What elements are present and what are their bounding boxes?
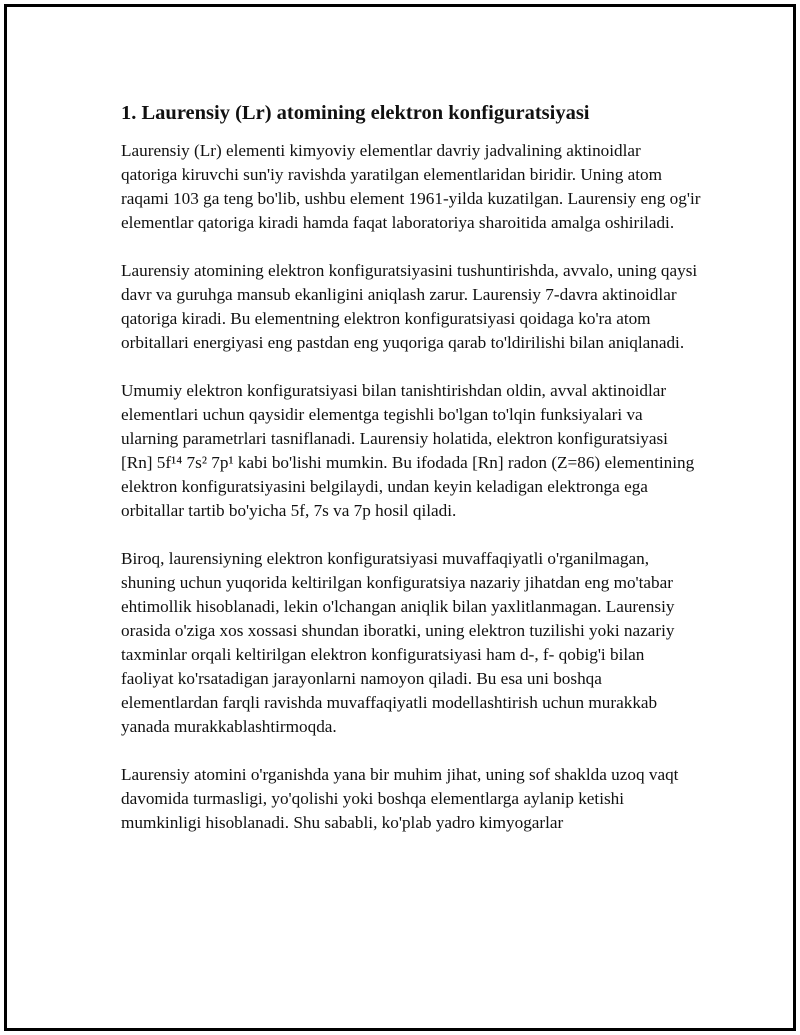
paragraph-1: Laurensiy (Lr) elementi kimyoviy elementlar davriy jadvalining aktinoidlar qatoriga kiruvchi sun'iy ravishda yaratilgan elementlaridan biridir. Uning atom raqami 103 ga teng bo'lib, ushbu element 1961-yilda kuzatilgan. Laurensiy eng og'ir elementlar qatoriga kiradi hamda faqat laboratoriya sharoitida amalga oshiriladi.: [121, 141, 701, 232]
paragraph-2: Laurensiy atomining elektron konfiguratsiyasini tushuntirishda, avvalo, uning qaysi davr va guruhga mansub ekanligini aniqlash zarur. Laurensiy 7-davra aktinoidlar qatoriga kiradi. Bu elementning elektron konfiguratsiyasi qoidaga ko'ra atom orbitallari energiyasi eng pastdan eng yuqoriga qarab to'ldirilishi bilan aniqlanadi.: [121, 261, 698, 352]
page-frame: [4, 4, 796, 1031]
page-title: 1. Laurensiy (Lr) atomining elektron konfiguratsiyasi: [121, 102, 590, 124]
document-body: [121, 99, 701, 859]
paragraph-5: Laurensiy atomini o'rganishda yana bir muhim jihat, uning sof shaklda uzoq vaqt davomida turmasligi, yo'qolishi yoki boshqa elementlarga aylanip ketishi mumkinligi hisoblanadi. Shu sababli, ko'plab yadro kimyogarlar: [121, 765, 679, 832]
paragraph-4: Biroq, laurensiyning elektron konfiguratsiyasi muvaffaqiyatli o'rganilmagan, shuning uchun yuqorida keltirilgan konfiguratsiya nazariy jihatdan eng mo'tabar ehtimollik hisoblanadi, lekin o'lchangan aniqlik bilan yaxlitlanmagan. Laurensiy orasida o'ziga xos xossasi shundan iboratki, uning elektron tuzilishi yoki nazariy taxminlar orqali keltirilgan elektron konfiguratsiyasi ham d-, f- qobig'i bilan faoliyat ko'rsatadigan jarayonlarni namoyon qiladi. Bu esa uni boshqa elementlardan farqli ravishda muvaffaqiyatli modellashtirish uchun murakkab yanada murakkablashtirmoqda.: [121, 549, 675, 736]
paragraph-3: Umumiy elektron konfiguratsiyasi bilan tanishtirishdan oldin, avval aktinoidlar elementlari uchun qaysidir elementga tegishli bo'lgan to'lqin funksiyalari va ularning parametrlari tasniflanadi. Laurensiy holatida, elektron konfiguratsiyasi [Rn] 5f¹⁴ 7s² 7p¹ kabi bo'lishi mumkin. Bu ifodada [Rn] radon (Z=86) elementining elektron konfiguratsiyasini belgilaydi, undan keyin keladigan elektronga ega orbitallar tartib bo'yicha 5f, 7s va 7p hosil qiladi.: [121, 381, 695, 520]
